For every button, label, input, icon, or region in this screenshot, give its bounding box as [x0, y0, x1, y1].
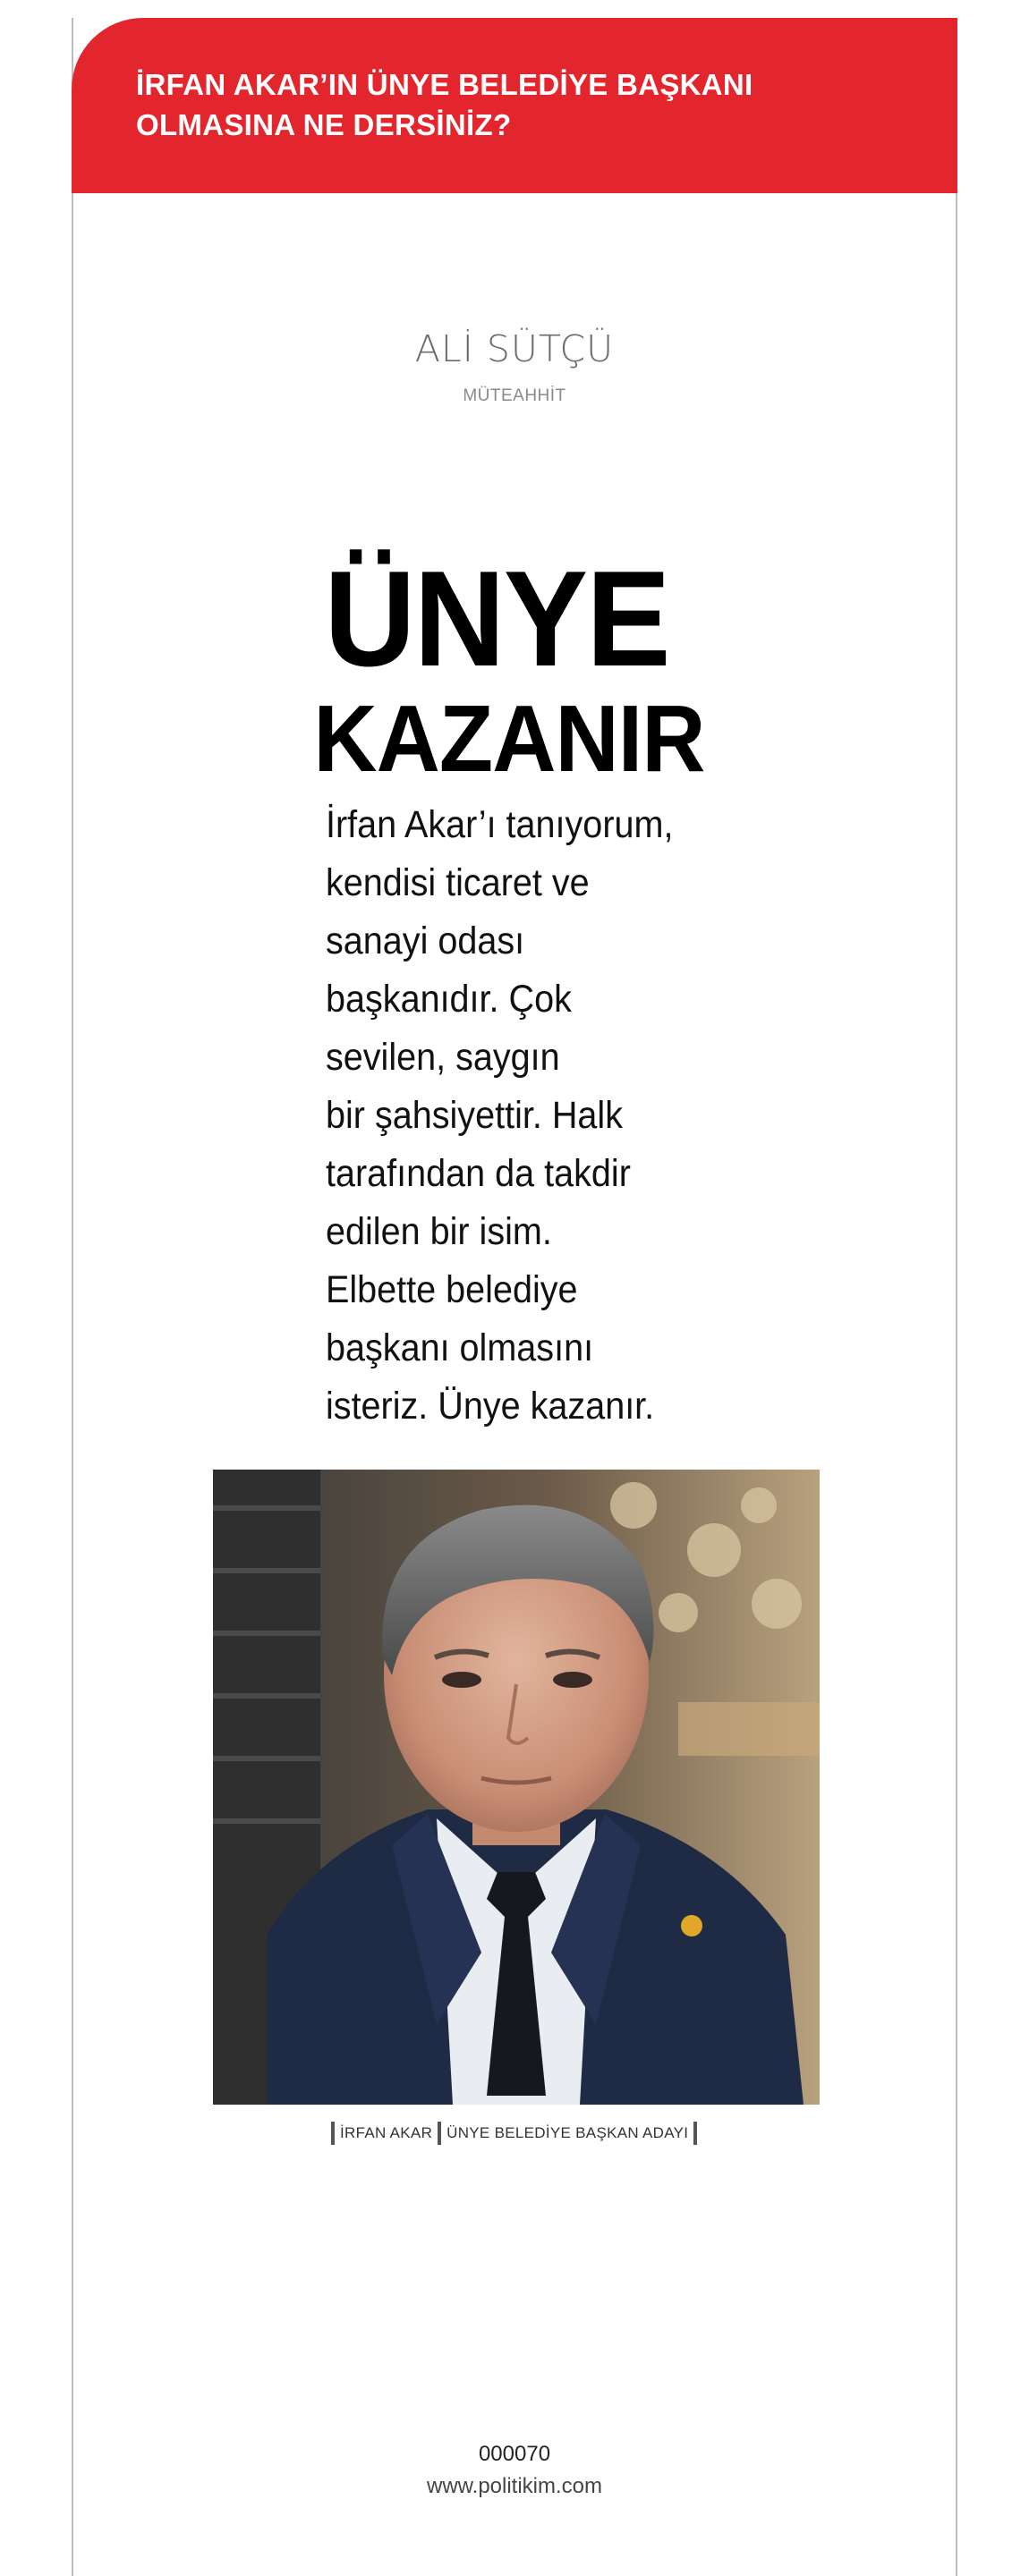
caption-role: ÜNYE BELEDİYE BAŞKAN ADAYI [446, 2124, 689, 2141]
footer-code: 000070 [478, 2442, 551, 2466]
caption-divider [693, 2122, 697, 2145]
caption-name: İRFAN AKAR [340, 2124, 433, 2141]
portrait-photo [213, 1470, 820, 2105]
quote-line: İrfan Akar’ı tanıyorum, [326, 803, 674, 846]
quote-line: sevilen, saygın [326, 1036, 560, 1079]
footer-url: www.politikim.com [426, 2474, 603, 2498]
headline-line-2: KAZANIR [313, 686, 705, 792]
quote-line: isteriz. Ünye kazanır. [326, 1385, 655, 1428]
quote-line: tarafından da takdir [326, 1152, 631, 1195]
author-name: ALİ SÜTÇÜ [414, 327, 615, 370]
quote-line: edilen bir isim. [326, 1210, 552, 1253]
photo-caption [326, 2122, 702, 2145]
caption-divider [331, 2122, 335, 2145]
author-title: MÜTEAHHİT [463, 386, 566, 405]
header-title-line-1: İRFAN AKAR’IN ÜNYE BELEDİYE BAŞKANI [136, 68, 753, 101]
caption-divider [438, 2122, 441, 2145]
quote-line: kendisi ticaret ve [326, 861, 590, 904]
header-title-line-2: OLMASINA NE DERSİNİZ? [136, 108, 512, 141]
quote-line: Elbette belediye [326, 1268, 578, 1311]
headline-line-1: ÜNYE [324, 543, 669, 695]
header-banner [72, 18, 957, 193]
quote-line: sanayi odası [326, 919, 525, 962]
quote-block [326, 796, 702, 1436]
quote-line: başkanı olmasını [326, 1326, 594, 1369]
quote-line: bir şahsiyettir. Halk [326, 1094, 623, 1137]
quote-line: başkanıdır. Çok [326, 978, 572, 1021]
